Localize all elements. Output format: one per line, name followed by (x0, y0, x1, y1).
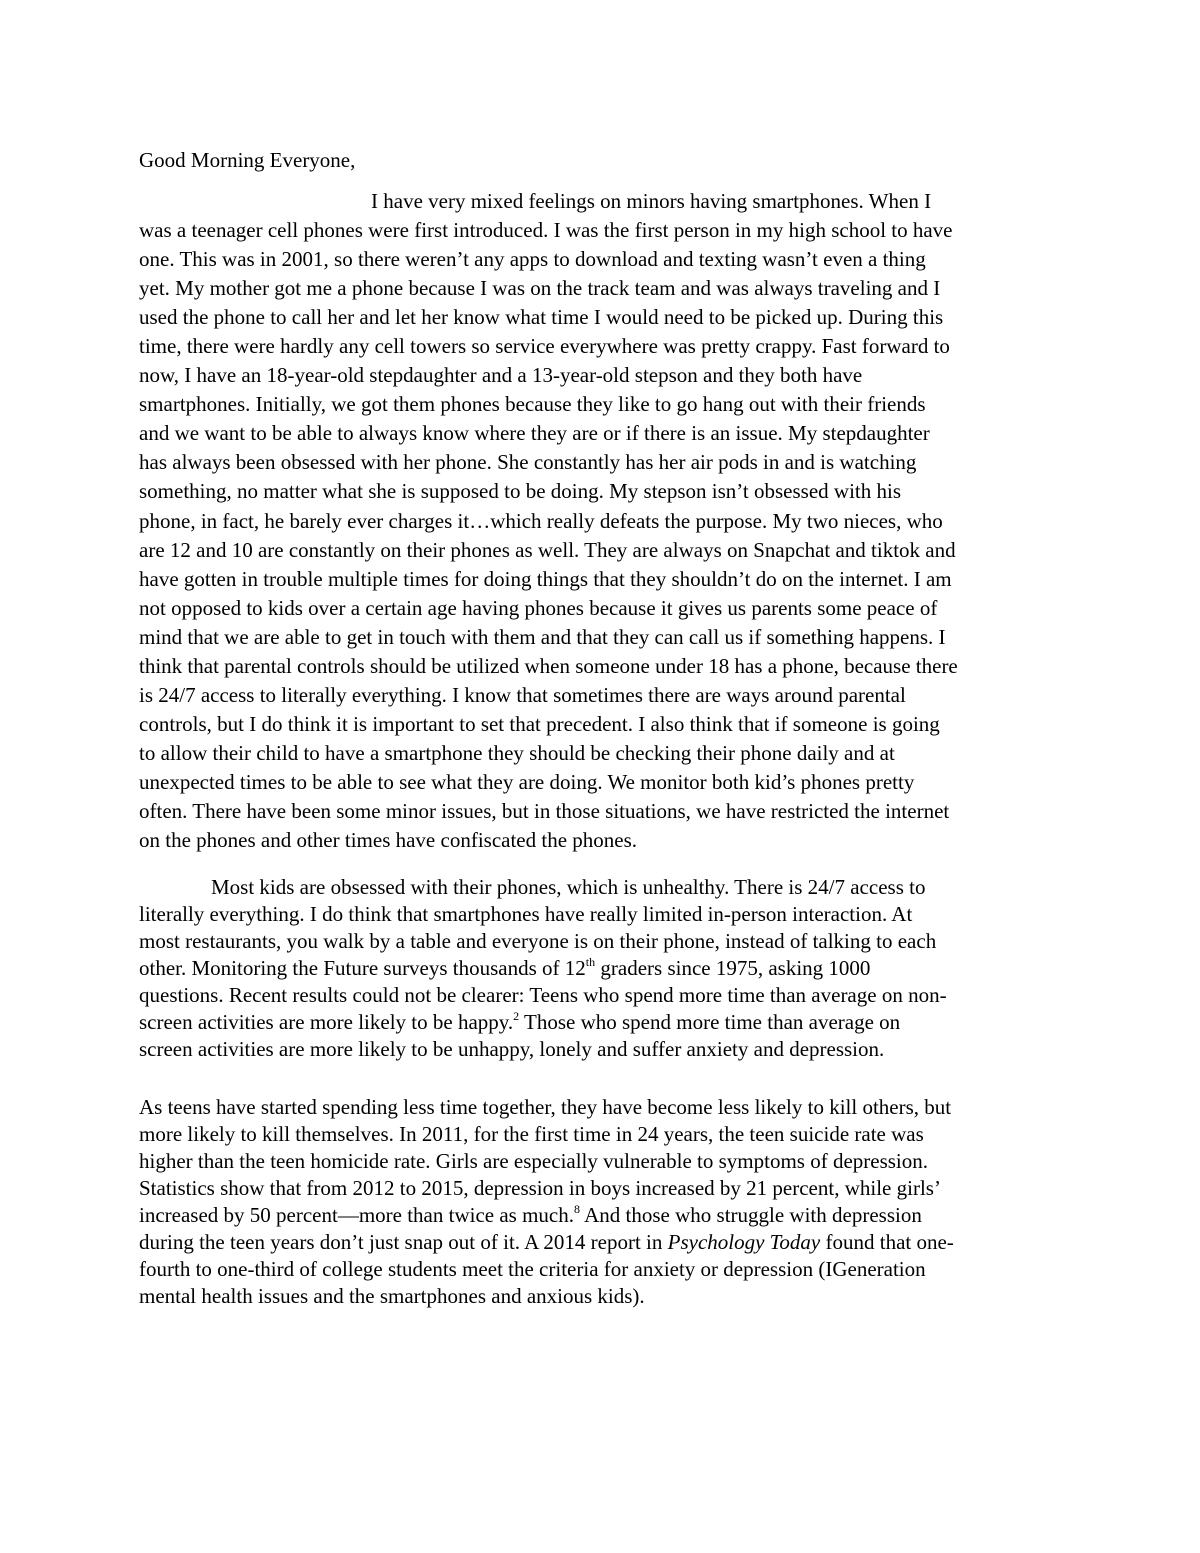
paragraph-3-line: more likely to kill themselves. In 2011, for the first time in 24 years, the teen suicide rate was (139, 1122, 924, 1146)
paragraph-1-line: and we want to be able to always know where they are or if there is an issue. My stepdaughter (139, 421, 930, 446)
paragraph-3-line: mental health issues and the smartphones and anxious kids). (139, 1284, 645, 1308)
paragraph-1-line: to allow their child to have a smartphone they should be checking their phone daily and at (139, 740, 895, 765)
paragraph-1-line: yet. My mother got me a phone because I was on the track team and was always traveling and I (139, 276, 941, 301)
paragraph-1-line: not opposed to kids over a certain age having phones because it gives us parents some peace of (139, 595, 938, 620)
paragraph-1-line: often. There have been some minor issues, but in those situations, we have restricted the internet (139, 798, 950, 823)
paragraph-1-line: controls, but I do think it is important to set that precedent. I also think that if someone is going (139, 711, 940, 736)
paragraph-1 (139, 187, 1064, 855)
text-run: And those who struggle with depression (580, 1203, 922, 1227)
paragraph-1-line: unexpected times to be able to see what they are doing. We monitor both kid’s phones pretty (139, 769, 915, 794)
paragraph-1-line: mind that we are able to get in touch with them and that they can call us if something happens. I (139, 624, 946, 649)
paragraph-2-line: Most kids are obsessed with their phones, which is unhealthy. There is 24/7 access to (211, 875, 926, 899)
paragraph-1-line: think that parental controls should be utilized when someone under 18 has a phone, because there (139, 653, 958, 678)
paragraph-3-line (139, 1229, 1064, 1256)
paragraph-1-line: something, no matter what she is supposed to be doing. My stepson isn’t obsessed with his (139, 479, 901, 504)
paragraph-1-line: has always been obsessed with her phone. She constantly has her air pods in and is watching (139, 450, 917, 475)
paragraph-3-line (139, 1202, 1064, 1229)
paragraph-1-line: used the phone to call her and let her know what time I would need to be picked up. During this (139, 305, 944, 330)
paragraph-3-line: As teens have started spending less time together, they have become less likely to kill others, but (139, 1095, 952, 1119)
paragraph-3 (139, 1094, 1064, 1310)
text-run: found that one- (820, 1230, 954, 1254)
paragraph-1-line: I have very mixed feelings on minors having smartphones. When I (371, 189, 932, 213)
paragraph-1-line: have gotten in trouble multiple times for doing things that they shouldn’t do on the internet. I am (139, 566, 952, 591)
text-run: screen activities are more likely to be happy. (139, 1010, 514, 1034)
footnote-marker: 8 (574, 1202, 581, 1216)
paragraph-2-line (139, 1009, 1064, 1036)
paragraph-1-line: are 12 and 10 are constantly on their phones as well. They are always on Snapchat and tiktok and (139, 537, 956, 562)
paragraph-2-line (139, 955, 1064, 982)
greeting: Good Morning Everyone, (139, 148, 356, 172)
paragraph-1-line: phone, in fact, he barely ever charges it…which really defeats the purpose. My two nieces, who (139, 508, 943, 533)
text-run: increased by 50 percent—more than twice as much. (139, 1203, 575, 1227)
paragraph-1-line: was a teenager cell phones were first introduced. I was the first person in my high school to have (139, 218, 953, 243)
text-run: graders since 1975, asking 1000 (595, 956, 871, 980)
paragraph-3-line: higher than the teen homicide rate. Girls are especially vulnerable to symptoms of depression. (139, 1149, 929, 1173)
paragraph-1-line: on the phones and other times have confiscated the phones. (139, 828, 638, 853)
paragraph-3-line: fourth to one-third of college students meet the criteria for anxiety or depression (IGeneration (139, 1257, 926, 1281)
paragraph-3-line: Statistics show that from 2012 to 2015, depression in boys increased by 21 percent, while girls’ (139, 1176, 941, 1200)
paragraph-1-line: smartphones. Initially, we got them phones because they like to go hang out with their friends (139, 392, 926, 417)
text-run: Those who spend more time than average on (519, 1010, 901, 1034)
paragraph-1-line: now, I have an 18-year-old stepdaughter and a 13-year-old stepson and they both have (139, 363, 863, 388)
text-run: other. Monitoring the Future surveys thousands of 12 (139, 956, 586, 980)
paragraph-2-line: most restaurants, you walk by a table and everyone is on their phone, instead of talking to each (139, 929, 937, 953)
superscript: th (585, 955, 596, 969)
text-run: during the teen years don’t just snap out of it. A 2014 report in (139, 1230, 668, 1254)
paragraph-2-line: literally everything. I do think that smartphones have really limited in-person interaction. At (139, 902, 913, 926)
paragraph-2-line: questions. Recent results could not be clearer: Teens who spend more time than average on non- (139, 983, 947, 1007)
paragraph-2 (139, 874, 1064, 1063)
publication-title: Psychology Today (667, 1230, 821, 1254)
paragraph-1-line: is 24/7 access to literally everything. I know that sometimes there are ways around parental (139, 682, 906, 707)
footnote-marker: 2 (513, 1009, 520, 1023)
paragraph-1-line: one. This was in 2001, so there weren’t any apps to download and texting wasn’t even a thing (139, 247, 926, 272)
paragraph-1-line: time, there were hardly any cell towers so service everywhere was pretty crappy. Fast forward to (139, 334, 950, 359)
paragraph-2-line: screen activities are more likely to be unhappy, lonely and suffer anxiety and depression. (139, 1037, 885, 1061)
